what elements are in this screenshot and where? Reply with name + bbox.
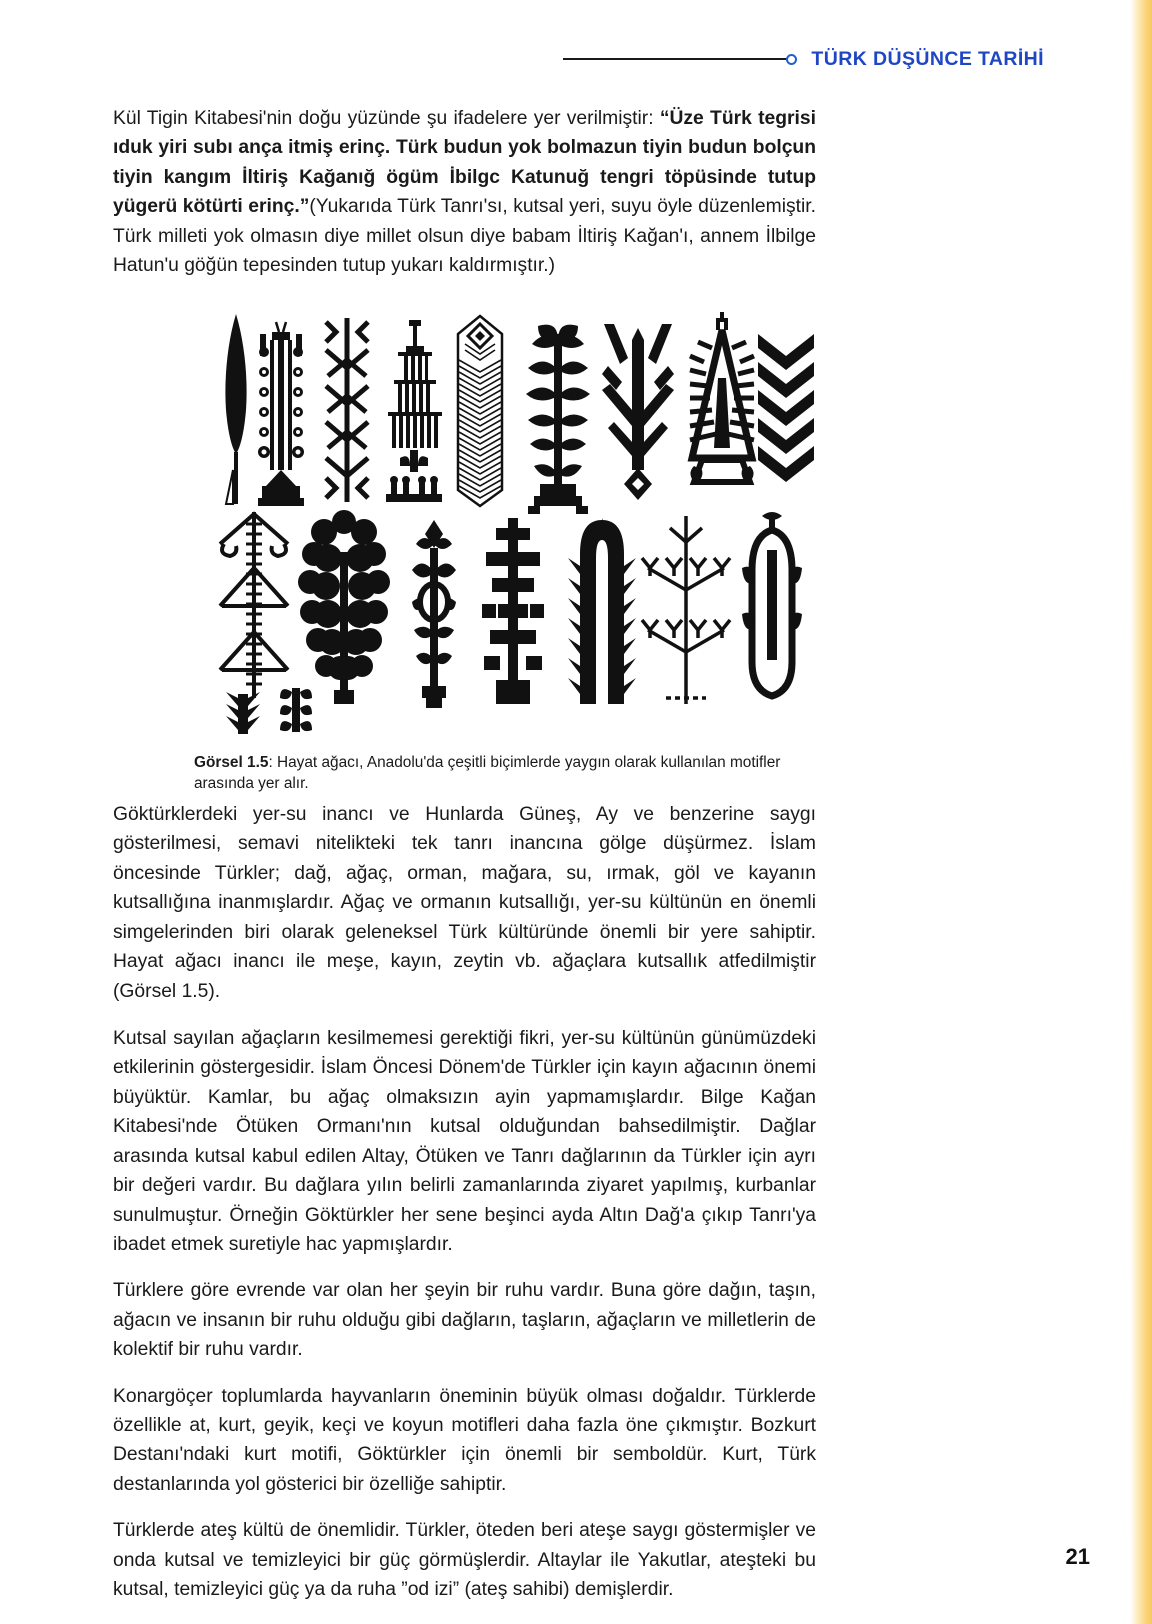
figure-caption-text: Hayat ağacı, Anadolu'da çeşitli biçimlerde yaygın olarak kullanılan motifler arasında yer alır. [194, 753, 781, 792]
paragraph-ruh-inanci: Türklere göre evrende var olan her şeyin bir ruhu vardır. Buna göre dağın, taşın, ağacın ve insanın bir ruhu olduğu gibi dağların, taşların, ağaçların ve milletlerin de kolektif bir ruhu vardır. [113, 1280, 816, 1361]
figure-caption-label: Görsel 1.5 [194, 753, 269, 771]
paragraph-yer-su-inanci: Göktürklerdeki yer-su inancı ve Hunlarda Güneş, Ay ve benzerine saygı gösterilmesi, semavi nitelikteki tek tanrı inancına gölge düşürmez. İslam öncesinde Türkler; dağ, ağaç, orman, mağara, su, ırmak, göl ve kayanın kutsallığına inanmışlardır. Ağaç ve ormanın kutsallığı, yer-su kültünün en önemli simgelerinden biri olarak geleneksel Türk kültüründe önemli bir yere sahiptir. Hayat ağacı inancı ile meşe, kayın, zeytin vb. ağaçlara kutsallık atfedilmiştir (Görsel 1.5). [113, 804, 816, 1002]
paragraph-kul-tigin [113, 104, 816, 281]
tree-of-life-motifs-illustration [194, 300, 816, 740]
figure-caption-separator: : [268, 753, 277, 771]
page-number: 21 [1065, 1544, 1090, 1569]
paragraph-translation: (Yukarıda Türk Tanrı'sı, kutsal yeri, suyu öyle düzenlemiştir. Türk milleti yok olmasın diye millet olsun diye babam İltiriş Kağan'ı, annem İlbilge Hatun'u göğün tepesinden tutup yukarı kaldırmıştır.) [113, 196, 816, 277]
page-edge-accent-strip [1130, 0, 1152, 1624]
paragraph-lead: Kül Tigin Kitabesi'nin doğu yüzünde şu ifadelere yer verilmiştir: [113, 108, 660, 129]
figure-gorsel-1-5 [194, 300, 816, 795]
paragraph-ates-kultu: Türklerde ateş kültü de önemlidir. Türkler, öteden beri ateşe saygı göstermişler ve onda kutsal ve temizleyici bir güç görmüşlerdir. Altaylar ile Yakutlar, ateşteki bu kutsal, temizleyici güç ya da ruha ”od izi” (ateş sahibi) demişlerdir. [113, 1520, 816, 1601]
running-head-title: TÜRK DÜŞÜNCE TARİHİ [811, 47, 1044, 70]
running-head [563, 46, 1044, 72]
inscription-quote: “Üze Türk tegrisi ıduk yiri subı ança itmiş erinç. Türk budun yok bolmazun tiyin budun bolçun tiyin kangım İltiriş Kağanığ ögüm İbilgc Katunuğ tengri töpüsinde tutup yügerü kötürti erinç.” [113, 108, 816, 218]
figure-caption [194, 752, 794, 795]
page-content [113, 104, 816, 1605]
paragraph-hayvan-motifleri: Konargöçer toplumlarda hayvanların öneminin büyük olması doğaldır. Türklerde özellikle at, kurt, geyik, keçi ve koyun motifleri daha fazla öne çıkmıştır. Bozkurt Destanı'ndaki kurt motifi, Göktürkler için önemli bir semboldür. Kurt, Türk destanlarında yol gösterici bir özelliğe sahiptir. [113, 1385, 816, 1495]
paragraph-kutsal-agaclar: Kutsal sayılan ağaçların kesilmemesi gerektiği fikri, yer-su kültünün günümüzdeki etkilerinin göstergesidir. İslam Öncesi Dönem'de Türkler için kayın ağacının önemi büyüktür. Kamlar, bu ağaç olmaksızın ayin yapmamışlardır. Bilge Kağan Kitabesi'nde Ötüken Ormanı'nın kutsal olduğundan bahsedilmiştir. Dağlar arasında kutsal kabul edilen Altay, Ötüken ve Tanrı dağlarının da Türkler için ayrı bir değeri vardır. Bu dağlara yılın belirli zamanlarında ziyaret yapılmış, kurbanlar sunulmuştur. Örneğin Göktürkler her sene beşinci ayda Altın Dağ'a çıkıp Tanrı'ya ibadet etmek suretiyle hac yapmışlardır. [113, 1027, 816, 1255]
circle-outline-icon [786, 54, 797, 65]
horizontal-rule-icon [563, 58, 787, 60]
